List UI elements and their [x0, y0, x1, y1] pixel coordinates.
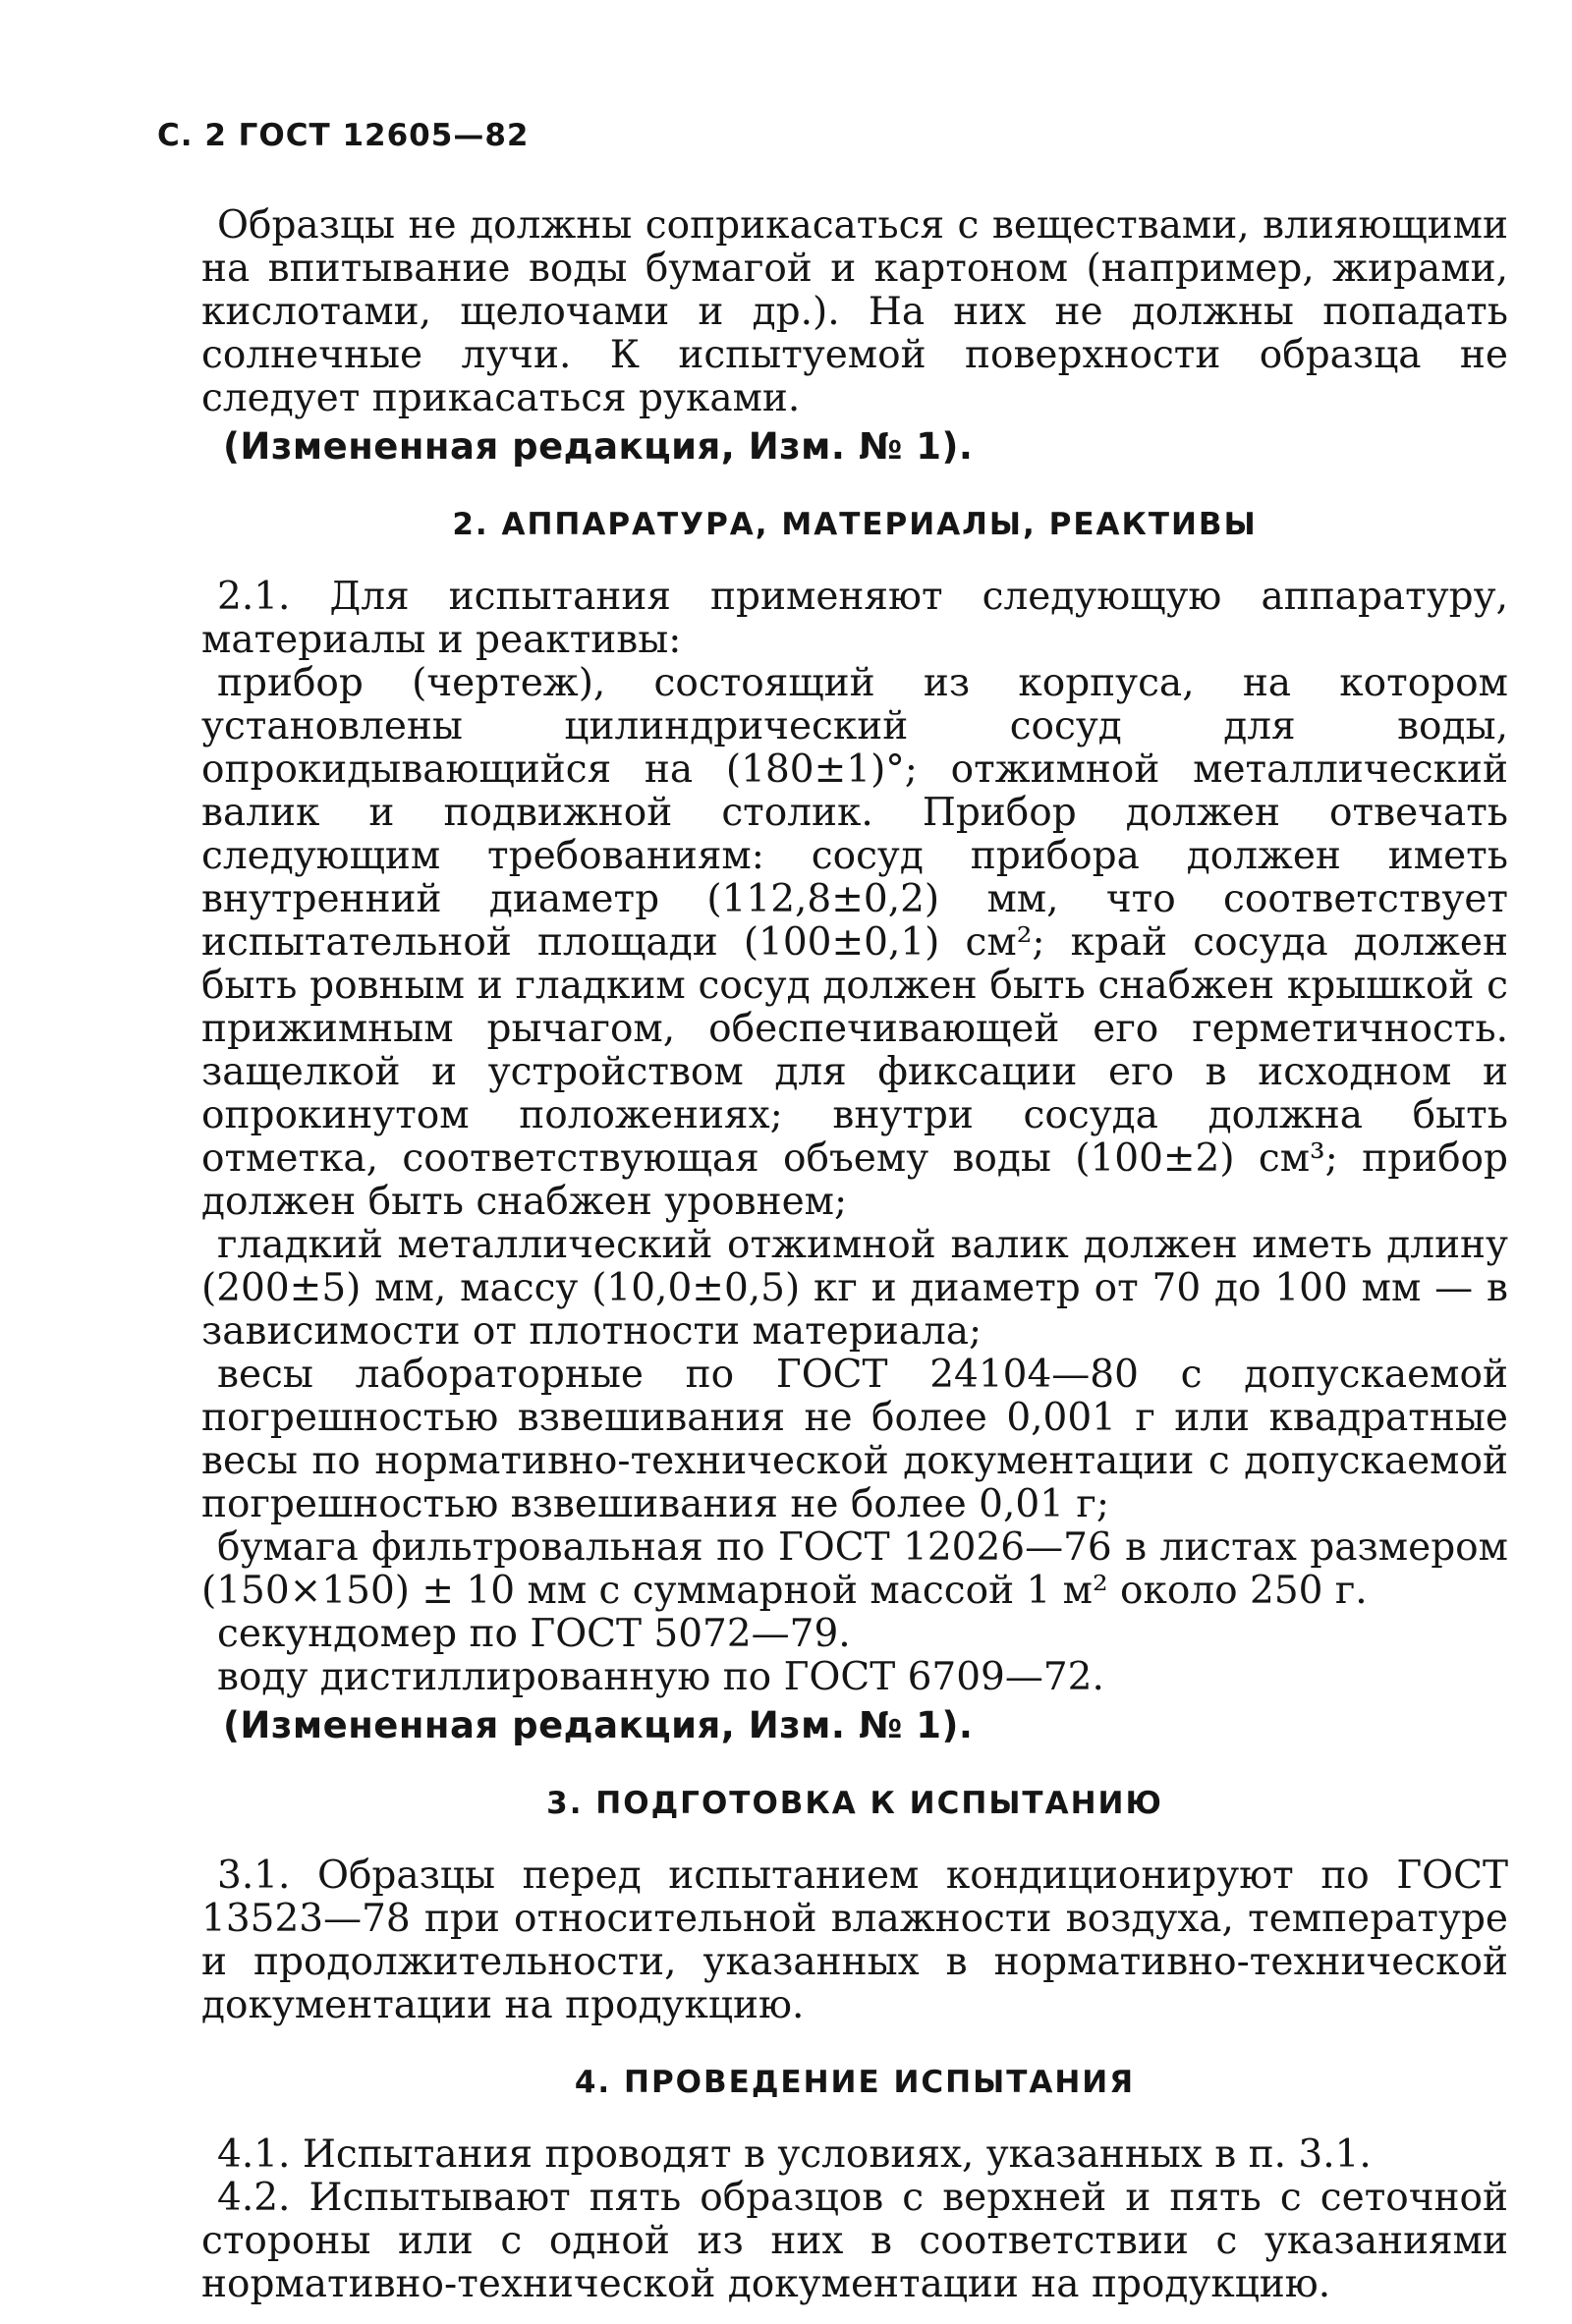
paragraph-4-2: 4.2. Испытывают пять образцов с верхней и пять с сеточной стороны или с одной из них в соответствии с указаниями нормативно-технической документации на продукцию. — [201, 2176, 1508, 2306]
list-item-stopwatch: секундомер по ГОСТ 5072—79. — [217, 1612, 851, 1656]
running-head: С. 2 ГОСТ 12605—82 — [157, 118, 530, 153]
paragraph-3-1: 3.1. Образцы перед испытанием кондиционируют по ГОСТ 13523—78 при относительной влажности воздуха, температуре и продолжительности, указанных в нормативно-технической документации на продукцию. — [201, 1854, 1508, 2027]
section-heading-apparatus: 2. АППАРАТУРА, МАТЕРИАЛЫ, РЕАКТИВЫ — [452, 507, 1258, 542]
document-body — [201, 204, 1508, 2306]
section-heading-testing: 4. ПРОВЕДЕНИЕ ИСПЫТАНИЯ — [574, 2065, 1136, 2100]
paragraph-2-1: 2.1. Для испытания применяют следующую аппаратуру, материалы и реактивы: — [201, 575, 1508, 662]
paragraph-4-1: 4.1. Испытания проводят в условиях, указанных в п. 3.1. — [217, 2132, 1372, 2177]
list-item-filter-paper: бумага фильтровальная по ГОСТ 12026—76 в листах размером (150×150) ± 10 мм с суммарной массой 1 м² около 250 г. — [201, 1525, 1508, 1613]
list-item-distilled-water: воду дистиллированную по ГОСТ 6709—72. — [217, 1655, 1104, 1699]
list-item-roller: гладкий металлический отжимной валик должен иметь длину (200±5) мм, массу (10,0±0,5) кг и диаметр от 70 до 100 мм — в зависимости от плотности материала; — [201, 1223, 1508, 1354]
intro-paragraph: Образцы не должны соприкасаться с веществами, влияющими на впитывание воды бумагой и картоном (например, жирами, кислотами, щелочами и др.). На них не должны попадать солнечные лучи. К испытуемой поверхности образца не следует прикасаться руками. — [201, 203, 1508, 420]
change-note: (Измененная редакция, Изм. № 1). — [223, 425, 974, 468]
list-item-apparatus: прибор (чертеж), состоящий из корпуса, на котором установлены цилиндрический сосуд для воды, опрокидывающийся на (180±1)°; отжимной металлический валик и подвижной столик. Прибор должен отвечать следующим требованиям: сосуд прибора должен иметь внутренний диаметр (112,8±0,2) мм, что соответствует испытательной площади (100±0,1) см²; край сосуда должен быть ровным и гладким сосуд должен быть снабжен крышкой с прижимным рычагом, обеспечивающей его герметичность. защелкой и устройством для фиксации его в исходном и опрокинутом положениях; внутри сосуда должна быть отметка, соответствующая объему воды (100±2) см³; прибор должен быть снабжен уровнем; — [201, 661, 1508, 1224]
change-note: (Измененная редакция, Изм. № 1). — [223, 1704, 974, 1746]
list-item-scales: весы лабораторные по ГОСТ 24104—80 с допускаемой погрешностью взвешивания не более 0,001 г или квадратные весы по нормативно-технической документации с допускаемой погрешностью взвешивания не более 0,01 г; — [201, 1353, 1508, 1526]
section-heading-preparation: 3. ПОДГОТОВКА К ИСПЫТАНИЮ — [546, 1786, 1163, 1821]
